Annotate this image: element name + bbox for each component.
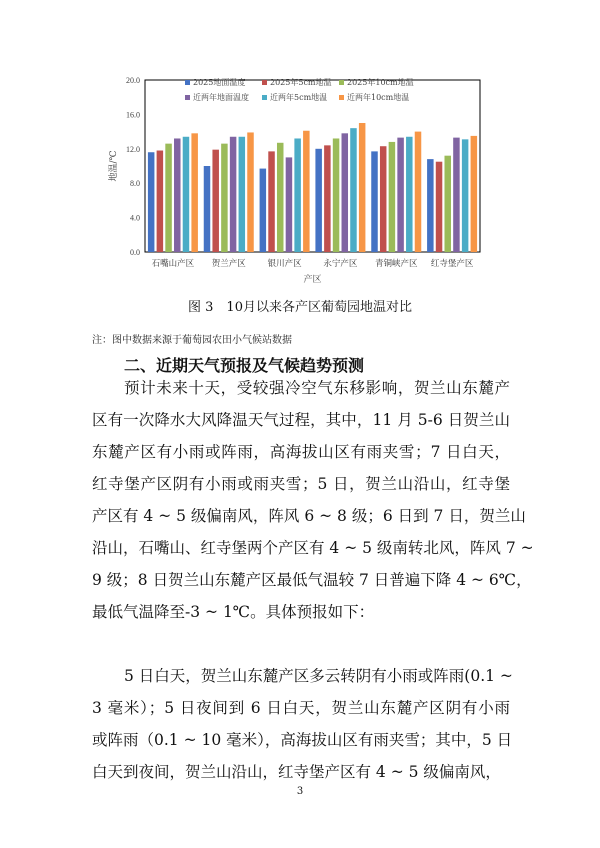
x-tick-label: 青铜峡产区 xyxy=(374,259,418,269)
y-tick-label: 16.0 xyxy=(126,110,140,120)
bar-1-4 xyxy=(239,137,246,252)
bar-1-2 xyxy=(221,144,228,252)
legend-entry: 2025年5cm地温 xyxy=(270,78,332,87)
bar-3-0 xyxy=(315,149,322,252)
y-tick-label: 0.0 xyxy=(130,248,140,257)
legend-entry: 近两年5cm地温 xyxy=(270,93,328,102)
text-line: 5 日白天，贺兰山东麓产区多云转阴有小雨或阵雨(0.1 ~ xyxy=(124,667,513,685)
bar-4-0 xyxy=(371,151,378,252)
bar-2-2 xyxy=(277,143,284,252)
y-tick-label: 4.0 xyxy=(130,213,140,223)
bar-0-0 xyxy=(148,152,155,252)
y-tick-label: 8.0 xyxy=(130,179,140,189)
text-line: 3 毫米）；5 日夜间到 6 日白天，贺兰山东麓产区阴有小雨 xyxy=(92,699,510,717)
figure-note: 注：图中数据来源于葡萄园农田小气候站数据 xyxy=(92,335,292,346)
bar-2-3 xyxy=(286,157,293,252)
legend-swatch xyxy=(339,95,344,100)
bar-0-3 xyxy=(174,138,181,252)
text-line: 产区有 4 ~ 5 级偏南风，阵风 6 ~ 8 级；6 日到 7 日，贺兰山 xyxy=(92,507,526,525)
bar-0-5 xyxy=(191,133,198,252)
legend-swatch xyxy=(185,95,190,100)
bar-2-0 xyxy=(260,169,267,252)
x-tick-label: 银川产区 xyxy=(267,259,302,269)
legend-swatch xyxy=(262,80,267,85)
text-line: 沿山，石嘴山、红寺堡两个产区有 4 ~ 5 级南转北风，阵风 7 ~ xyxy=(92,539,534,557)
bar-3-5 xyxy=(359,123,366,252)
bar-2-4 xyxy=(294,138,301,252)
x-tick-label: 石嘴山产区 xyxy=(151,259,195,269)
bar-1-1 xyxy=(212,150,219,252)
legend-entry: 2025地面温度 xyxy=(193,78,246,87)
bar-4-1 xyxy=(380,146,387,252)
section-heading: 二、近期天气预报及气候趋势预测 xyxy=(124,356,365,375)
legend-entry: 2025年10cm地温 xyxy=(347,78,414,87)
bar-5-0 xyxy=(427,159,434,252)
y-axis-label: 地温/℃ xyxy=(109,150,119,182)
bar-1-0 xyxy=(204,166,211,252)
y-tick-label: 12.0 xyxy=(126,144,140,154)
bar-2-5 xyxy=(303,131,310,252)
x-tick-label: 永宁产区 xyxy=(323,259,358,269)
y-tick-label: 20.0 xyxy=(126,76,140,85)
bar-3-4 xyxy=(350,128,357,252)
figure-caption: 图 3 10月以来各产区葡萄园地温对比 xyxy=(188,300,412,315)
legend-swatch xyxy=(339,80,344,85)
page-number: 3 xyxy=(296,786,304,797)
bar-1-3 xyxy=(230,137,237,252)
bar-1-5 xyxy=(247,132,254,252)
x-axis-label: 产区 xyxy=(303,275,322,285)
bar-4-2 xyxy=(389,142,396,252)
bar-4-5 xyxy=(415,132,422,252)
bar-4-3 xyxy=(397,138,404,252)
bar-4-4 xyxy=(406,137,413,252)
text-line: 东麓产区有小雨或阵雨，高海拔山区有雨夹雪；7 日白天， xyxy=(92,443,510,461)
bar-2-1 xyxy=(268,151,275,252)
text-line: 最低气温降至-3 ~ 1℃。具体预报如下： xyxy=(92,603,375,621)
text-line: 9 级；8 日贺兰山东麓产区最低气温较 7 日普遍下降 4 ~ 6℃， xyxy=(92,571,532,589)
soil-temperature-bar-chart xyxy=(100,70,500,290)
bar-5-2 xyxy=(444,156,451,252)
x-tick-label: 贺兰产区 xyxy=(211,259,246,269)
legend-entry: 近两年10cm地温 xyxy=(347,93,410,102)
legend-swatch xyxy=(185,80,190,85)
x-tick-label: 红寺堡产区 xyxy=(430,259,474,269)
bar-0-4 xyxy=(183,137,190,252)
bar-3-1 xyxy=(324,145,331,252)
text-line: 区有一次降水大风降温天气过程，其中，11 月 5-6 日贺兰山 xyxy=(92,411,510,429)
text-line: 预计未来十天，受较强冷空气东移影响，贺兰山东麓产 xyxy=(124,379,510,397)
legend-swatch xyxy=(262,95,267,100)
bar-5-5 xyxy=(471,136,478,252)
bar-3-3 xyxy=(342,133,349,252)
bar-0-2 xyxy=(165,144,172,252)
text-line: 或阵雨（0.1 ~ 10 毫米），高海拔山区有雨夹雪；其中，5 日 xyxy=(92,731,513,749)
bar-5-3 xyxy=(453,138,460,252)
bar-0-1 xyxy=(157,151,164,252)
text-line: 白天到夜间，贺兰山沿山，红寺堡产区有 4 ~ 5 级偏南风， xyxy=(92,763,501,781)
bar-5-4 xyxy=(462,139,469,252)
bar-5-1 xyxy=(436,162,443,252)
text-line: 红寺堡产区阴有小雨或雨夹雪；5 日，贺兰山沿山，红寺堡 xyxy=(92,475,510,493)
legend-entry: 近两年地面温度 xyxy=(193,93,249,102)
bar-3-2 xyxy=(333,138,340,252)
